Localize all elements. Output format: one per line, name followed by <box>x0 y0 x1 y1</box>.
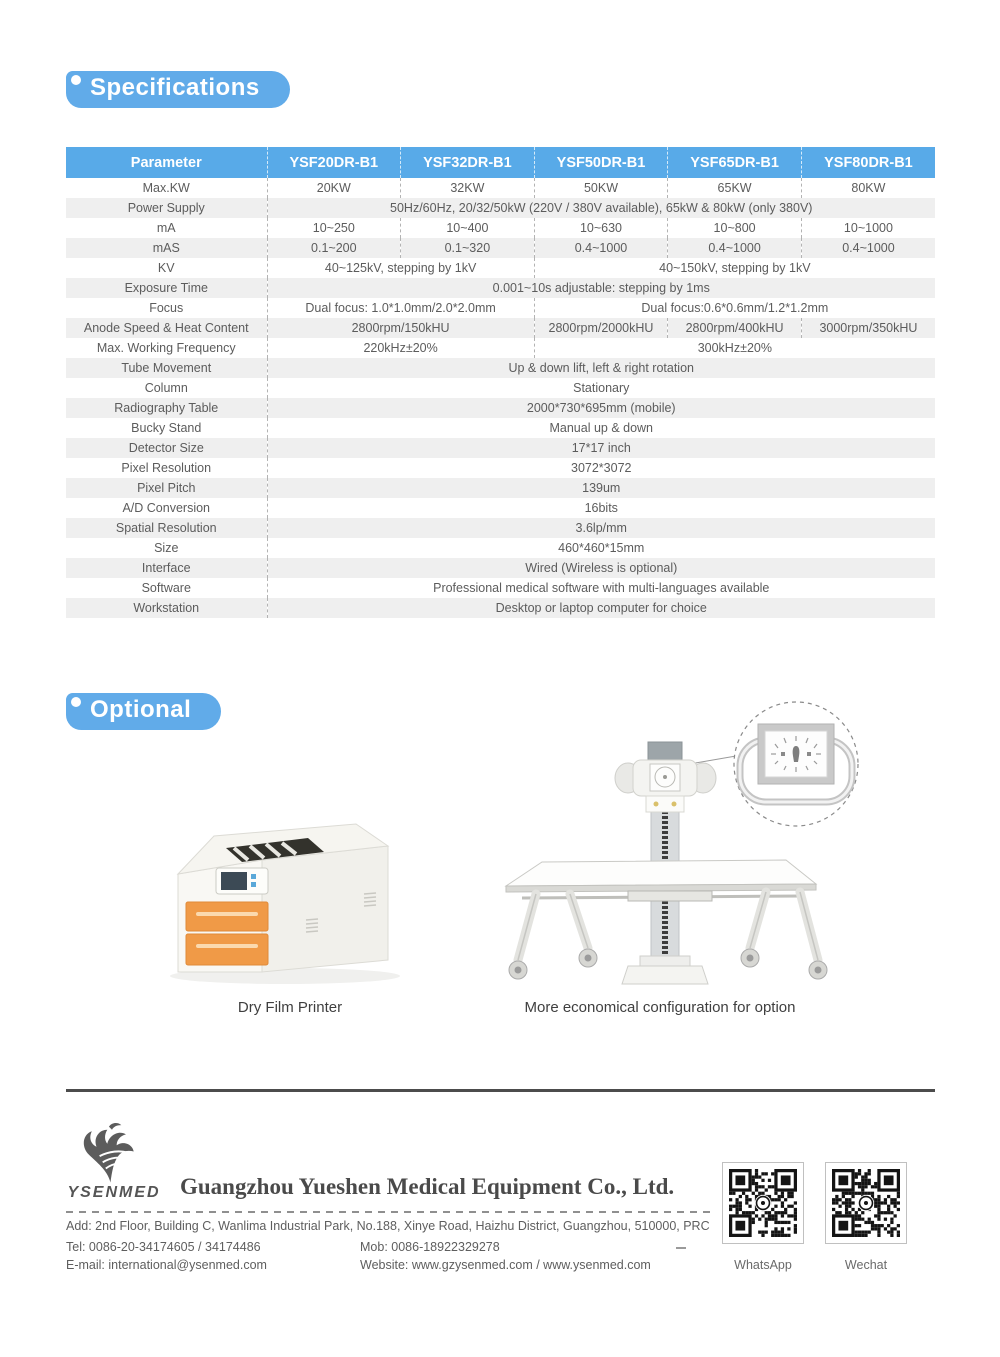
spec-table-body <box>66 178 935 618</box>
email-line: E-mail: international@ysenmed.com <box>66 1258 267 1272</box>
value-cell: 10~1000 <box>801 218 935 238</box>
value-cell: 10~400 <box>401 218 535 238</box>
param-cell: Interface <box>141 561 191 575</box>
specifications-title: Specifications <box>90 74 260 101</box>
param-cell: Software <box>141 581 191 595</box>
value-cell: Desktop or laptop computer for choice <box>267 598 935 618</box>
table-row <box>66 418 935 438</box>
optional-section-banner <box>66 693 221 730</box>
value-cell: 300kHz±20% <box>534 338 935 358</box>
param-cell: mA <box>156 221 176 235</box>
whatsapp-qr-icon <box>729 1169 797 1237</box>
value-cell: 0.001~10s adjustable: stepping by 1ms <box>267 278 935 298</box>
value-cell: 3.6lp/mm <box>267 518 935 538</box>
table-row <box>66 578 935 598</box>
column-header-2: YSF32DR-B1 <box>401 147 535 178</box>
value-cell: 32KW <box>401 178 535 198</box>
xray-caption: More economical configuration for option <box>524 999 796 1016</box>
table-row <box>66 238 935 258</box>
footer-divider <box>66 1089 935 1092</box>
column-header-5: YSF80DR-B1 <box>801 147 935 178</box>
value-cell: 0.1~320 <box>401 238 535 258</box>
table-row <box>66 178 935 198</box>
table-row <box>66 338 935 358</box>
value-cell: 40~150kV, stepping by 1kV <box>534 258 935 278</box>
value-cell: 2800rpm/150kHU <box>267 318 534 338</box>
footer-dashed-separator <box>66 1211 711 1213</box>
value-cell: 460*460*15mm <box>267 538 935 558</box>
table-row <box>66 518 935 538</box>
table-row <box>66 358 935 378</box>
param-cell: Power Supply <box>127 201 205 215</box>
table-row <box>66 378 935 398</box>
value-cell: Up & down lift, left & right rotation <box>267 358 935 378</box>
company-name: Guangzhou Yueshen Medical Equipment Co., Ltd. <box>180 1174 675 1199</box>
table-row <box>66 498 935 518</box>
param-cell: Focus <box>149 301 184 315</box>
param-cell: Spatial Resolution <box>115 521 217 535</box>
value-cell: 40~125kV, stepping by 1kV <box>267 258 534 278</box>
value-cell: Wired (Wireless is optional) <box>267 558 935 578</box>
value-cell: Stationary <box>267 378 935 398</box>
spec-table-header-row <box>66 147 935 178</box>
column-header-3: YSF50DR-B1 <box>534 147 668 178</box>
value-cell: Manual up & down <box>267 418 935 438</box>
param-cell: Detector Size <box>128 441 204 455</box>
banner-dot-icon <box>71 75 81 85</box>
param-cell: Radiography Table <box>114 401 219 415</box>
table-row <box>66 538 935 558</box>
wechat-qr-code <box>825 1162 907 1244</box>
value-cell: 10~800 <box>668 218 802 238</box>
param-cell: A/D Conversion <box>122 501 211 515</box>
table-row <box>66 298 935 318</box>
param-cell: Column <box>144 381 188 395</box>
value-cell: 20KW <box>267 178 401 198</box>
table-row <box>66 478 935 498</box>
value-cell: 220kHz±20% <box>267 338 534 358</box>
wechat-qr-label: Wechat <box>844 1258 888 1272</box>
value-cell: 50KW <box>534 178 668 198</box>
value-cell: 0.4~1000 <box>801 238 935 258</box>
value-cell: 2000*730*695mm (mobile) <box>267 398 935 418</box>
column-header-0: Parameter <box>66 147 267 178</box>
value-cell: 17*17 inch <box>267 438 935 458</box>
value-cell: Dual focus: 1.0*1.0mm/2.0*2.0mm <box>267 298 534 318</box>
telephone-line: Tel: 0086-20-34174605 / 34174486 <box>66 1240 261 1254</box>
value-cell: 0.4~1000 <box>534 238 668 258</box>
value-cell: 2800rpm/2000kHU <box>534 318 668 338</box>
param-cell: Tube Movement <box>121 361 212 375</box>
param-cell: Workstation <box>133 601 200 615</box>
table-row <box>66 438 935 458</box>
column-header-4: YSF65DR-B1 <box>668 147 802 178</box>
xray-table-image <box>478 698 898 990</box>
table-row <box>66 258 935 278</box>
spec-table-head <box>66 147 935 178</box>
table-row <box>66 278 935 298</box>
param-cell: Bucky Stand <box>131 421 202 435</box>
table-row <box>66 198 935 218</box>
value-cell: 3000rpm/350kHU <box>801 318 935 338</box>
param-cell: Pixel Resolution <box>121 461 212 475</box>
spec-table <box>66 147 935 618</box>
wechat-qr-icon <box>832 1169 900 1237</box>
ysenmed-wordmark: YSENMED <box>67 1184 161 1201</box>
param-cell: KV <box>157 261 175 275</box>
param-cell: Anode Speed & Heat Content <box>83 321 249 335</box>
value-cell: 10~630 <box>534 218 668 238</box>
website-line: Website: www.gzysenmed.com / www.ysenmed.com <box>360 1258 651 1272</box>
whatsapp-qr-code <box>722 1162 804 1244</box>
value-cell: 0.4~1000 <box>668 238 802 258</box>
value-cell: 50Hz/60Hz, 20/32/50kW (220V / 380V available), 65kW & 80kW (only 380V) <box>267 198 935 218</box>
param-cell: mAS <box>152 241 180 255</box>
dry-film-printer-image <box>150 802 430 992</box>
param-cell: Max.KW <box>142 181 190 195</box>
value-cell: 139um <box>267 478 935 498</box>
stray-dash <box>676 1247 686 1249</box>
value-cell: 10~250 <box>267 218 401 238</box>
param-cell: Exposure Time <box>124 281 208 295</box>
table-row <box>66 318 935 338</box>
value-cell: 0.1~200 <box>267 238 401 258</box>
specifications-section-banner <box>66 71 290 108</box>
value-cell: 65KW <box>668 178 802 198</box>
table-row <box>66 398 935 418</box>
param-cell: Pixel Pitch <box>137 481 196 495</box>
value-cell: Professional medical software with multi-languages available <box>267 578 935 598</box>
column-header-1: YSF20DR-B1 <box>267 147 401 178</box>
address-line: Add: 2nd Floor, Building C, Wanlima Industrial Park, No.188, Xinye Road, Haizhu District, Guangzhou, 510000, PRC <box>66 1219 710 1233</box>
table-row <box>66 458 935 478</box>
value-cell: 2800rpm/400kHU <box>668 318 802 338</box>
mobile-line: Mob: 0086-18922329278 <box>360 1240 500 1254</box>
value-cell: 3072*3072 <box>267 458 935 478</box>
ysenmed-logo-icon <box>72 1122 152 1184</box>
table-row <box>66 598 935 618</box>
value-cell: 16bits <box>267 498 935 518</box>
param-cell: Max. Working Frequency <box>96 341 236 355</box>
param-cell: Size <box>154 541 179 555</box>
table-row <box>66 218 935 238</box>
printer-caption: Dry Film Printer <box>237 999 343 1016</box>
value-cell: 80KW <box>801 178 935 198</box>
whatsapp-qr-label: WhatsApp <box>734 1258 792 1272</box>
table-row <box>66 558 935 578</box>
value-cell: Dual focus:0.6*0.6mm/1.2*1.2mm <box>534 298 935 318</box>
banner-dot-icon <box>71 697 81 707</box>
optional-title: Optional <box>90 696 192 723</box>
